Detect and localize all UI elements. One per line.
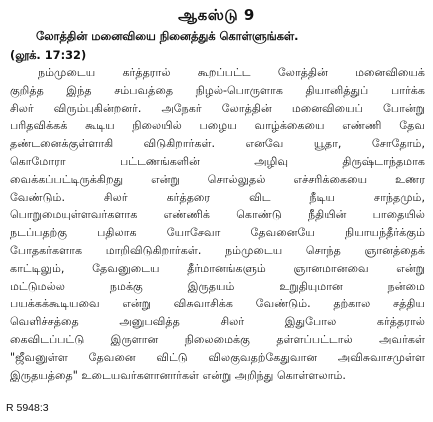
body-line: மட்டுமல்ல நமக்கு இருதயம் உறுதியுமான நன்மை (10, 279, 425, 293)
body-text (10, 64, 425, 384)
reference-code: R 5948:3 (6, 402, 49, 414)
body-line: காட்டிலும், தேவனுடைய தீர்மானங்களும் ஞானமானவை என்று (10, 261, 425, 275)
verse-heading: லோத்தின் மனைவியை நினைத்துக் கொள்ளுங்கள். (36, 29, 299, 43)
body-line: கைவிடப்பட்டு இருளான நிலைமைக்கு தள்ளப்பட்டால் அவர்கள் (10, 332, 425, 346)
body-line: பொறுமையுள்ளவர்களாக எண்ணிக் கொண்டு நீதியின் பாதையில் (10, 208, 425, 222)
body-line: கொமோரா பட்டணங்களின் அழிவு திருஷ்டாந்தமாக (10, 154, 425, 168)
body-line: நம்முடைய கர்த்தரால் கூறப்பட்ட லோத்தின் மனைவியைக் (38, 66, 425, 79)
body-line: தண்டனைக்குள்ளாகி விடுகிறார்கள். எனவே யூதா, சோதோம், (10, 137, 425, 151)
body-line: சிலர் விரும்புகின்றனர். அநேகர் லோத்தின் மனைவியைப் போன்று (10, 101, 425, 115)
body-line: வெளிச்சத்தை அனுபவித்த சிலர் இதுபோல கர்த்தரால் (10, 315, 425, 329)
scripture-reference: (லூக். 17:32) (10, 48, 87, 62)
body-line: "ஜீவனுள்ள தேவனை விட்டு விலகுவதற்கேதுவான அவிசுவாசமுள்ள (10, 350, 425, 364)
page-date: ஆகஸ்டு 9 (178, 6, 255, 24)
body-line: பயக்கக்கூடியவை என்று விசுவாசிக்க வேண்டும். தற்கால சத்திய (10, 297, 425, 311)
body-line: நடப்பதற்கு பதிலாக யோசேவா தேவனையே நியாயந்தீர்க்கும் (10, 226, 425, 240)
body-line: இருதயத்தை" உடையவர்களானார்கள் என்று அறிந்து கொள்ளலாம். (10, 368, 346, 382)
body-line: பரிதவிக்கக் கூடிய நிலையில் பழைய வாழ்க்கையை எண்ணி தேவ (10, 119, 425, 133)
body-line: வைக்கப்பட்டிருக்கிறது என்று சொல்லுதல் எச்சரிக்கையை உணர (10, 172, 425, 186)
body-line: குறித்த இந்த சம்பவத்தை நிழல்-பொருளாக தியானித்துப் பார்க்க (10, 83, 425, 97)
body-line: வேண்டும். சிலர் கர்த்தரை விட நீடிய சாந்தமும், (10, 190, 425, 204)
body-line: போதகர்களாக மாறிவிடுகிறார்கள். நம்முடைய சொந்த ஞானத்தைக் (10, 243, 425, 257)
